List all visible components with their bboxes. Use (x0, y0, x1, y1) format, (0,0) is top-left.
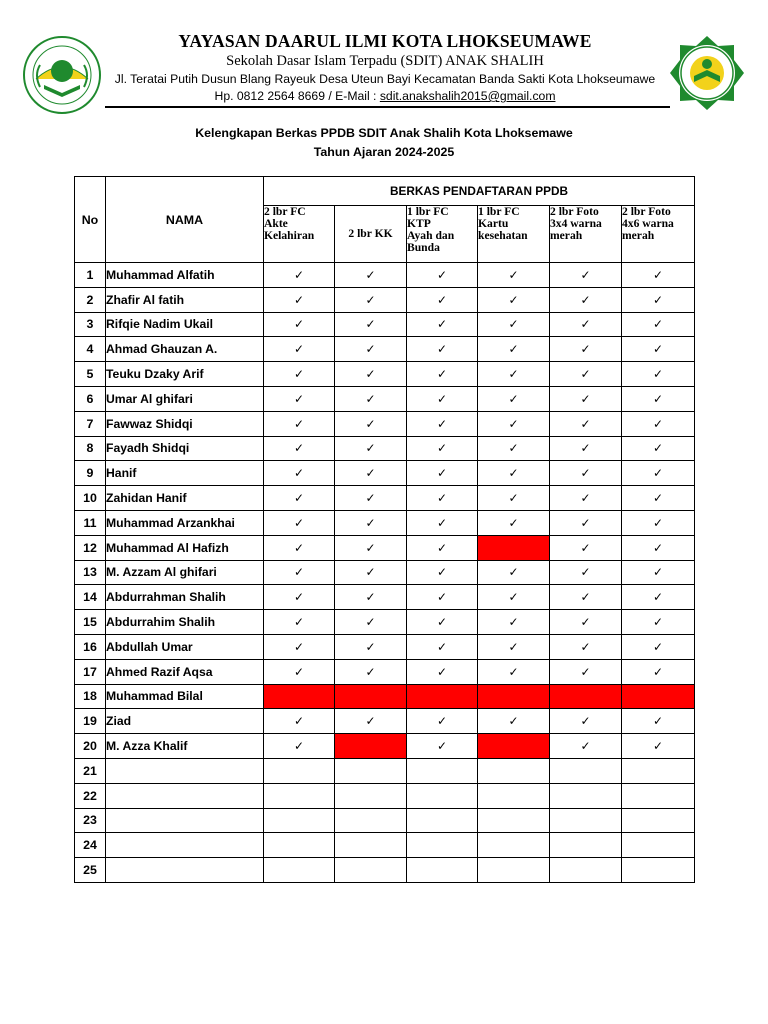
table-row (75, 585, 695, 610)
check-icon: ✓ (550, 486, 622, 511)
letterhead-divider (105, 106, 670, 108)
empty-cell (622, 783, 695, 808)
empty-cell (622, 808, 695, 833)
table-row (75, 287, 695, 312)
empty-cell (407, 808, 478, 833)
check-icon: ✓ (407, 560, 478, 585)
check-icon: ✓ (407, 287, 478, 312)
check-icon: ✓ (550, 734, 622, 759)
row-number: 9 (75, 461, 106, 486)
check-icon: ✓ (264, 287, 335, 312)
row-number: 13 (75, 560, 106, 585)
check-icon: ✓ (478, 486, 550, 511)
table-row (75, 461, 695, 486)
check-icon: ✓ (478, 287, 550, 312)
header-berkas-group: BERKAS PENDAFTARAN PPDB (264, 177, 695, 206)
student-name: Zahidan Hanif (106, 486, 264, 511)
check-icon: ✓ (622, 461, 695, 486)
empty-cell (264, 833, 335, 858)
row-number: 4 (75, 337, 106, 362)
empty-cell (550, 758, 622, 783)
missing-document-cell (264, 684, 335, 709)
check-icon: ✓ (335, 287, 407, 312)
empty-cell (335, 833, 407, 858)
check-icon: ✓ (478, 659, 550, 684)
check-icon: ✓ (478, 312, 550, 337)
table-row (75, 436, 695, 461)
empty-cell (335, 758, 407, 783)
check-icon: ✓ (407, 585, 478, 610)
student-name: Ahmad Ghauzan A. (106, 337, 264, 362)
empty-cell (622, 858, 695, 883)
check-icon: ✓ (622, 362, 695, 387)
row-number: 5 (75, 362, 106, 387)
check-icon: ✓ (264, 411, 335, 436)
check-icon: ✓ (264, 610, 335, 635)
header-doc-foto-4x6: 2 lbr Foto 4x6 warna merah (622, 206, 695, 263)
header-no: No (75, 177, 106, 263)
check-icon: ✓ (622, 709, 695, 734)
table-row (75, 560, 695, 585)
check-icon: ✓ (550, 386, 622, 411)
check-icon: ✓ (407, 362, 478, 387)
row-number: 7 (75, 411, 106, 436)
check-icon: ✓ (622, 486, 695, 511)
table-row (75, 486, 695, 511)
missing-document-cell (478, 734, 550, 759)
check-icon: ✓ (335, 312, 407, 337)
table-row (75, 659, 695, 684)
empty-cell (264, 783, 335, 808)
check-icon: ✓ (335, 535, 407, 560)
empty-cell (264, 858, 335, 883)
letterhead (100, 30, 670, 105)
row-number: 3 (75, 312, 106, 337)
check-icon: ✓ (264, 659, 335, 684)
row-number: 24 (75, 833, 106, 858)
header-nama: NAMA (106, 177, 264, 263)
row-number: 6 (75, 386, 106, 411)
check-icon: ✓ (335, 263, 407, 288)
table-row (75, 709, 695, 734)
table-row (75, 312, 695, 337)
student-name: Abdullah Umar (106, 634, 264, 659)
check-icon: ✓ (550, 436, 622, 461)
row-number: 21 (75, 758, 106, 783)
check-icon: ✓ (407, 386, 478, 411)
check-icon: ✓ (550, 610, 622, 635)
empty-cell (550, 808, 622, 833)
table-row (75, 337, 695, 362)
student-name: M. Azza Khalif (106, 734, 264, 759)
empty-cell (622, 758, 695, 783)
check-icon: ✓ (478, 634, 550, 659)
check-icon: ✓ (407, 610, 478, 635)
empty-cell (478, 783, 550, 808)
empty-cell (335, 808, 407, 833)
student-name (106, 858, 264, 883)
student-name: Muhammad Arzankhai (106, 510, 264, 535)
student-name (106, 833, 264, 858)
student-name: Ziad (106, 709, 264, 734)
row-number: 14 (75, 585, 106, 610)
student-name: Fayadh Shidqi (106, 436, 264, 461)
row-number: 20 (75, 734, 106, 759)
check-icon: ✓ (335, 560, 407, 585)
document-title-line2: Tahun Ajaran 2024-2025 (313, 145, 455, 159)
table-row (75, 263, 695, 288)
row-number: 19 (75, 709, 106, 734)
table-body (75, 263, 695, 883)
check-icon: ✓ (550, 337, 622, 362)
missing-document-cell (622, 684, 695, 709)
check-icon: ✓ (550, 560, 622, 585)
check-icon: ✓ (622, 337, 695, 362)
school-logo (668, 34, 746, 112)
check-icon: ✓ (335, 411, 407, 436)
check-icon: ✓ (550, 709, 622, 734)
row-number: 16 (75, 634, 106, 659)
student-name: M. Azzam Al ghifari (106, 560, 264, 585)
check-icon: ✓ (335, 386, 407, 411)
empty-cell (264, 808, 335, 833)
row-number: 22 (75, 783, 106, 808)
table-row (75, 684, 695, 709)
check-icon: ✓ (550, 362, 622, 387)
missing-document-cell (407, 684, 478, 709)
table-row (75, 783, 695, 808)
header-doc-foto-3x4: 2 lbr Foto 3x4 warna merah (550, 206, 622, 263)
check-icon: ✓ (407, 486, 478, 511)
student-name: Muhammad Bilal (106, 684, 264, 709)
check-icon: ✓ (407, 634, 478, 659)
table-row (75, 411, 695, 436)
empty-cell (622, 833, 695, 858)
student-name: Abdurrahim Shalih (106, 610, 264, 635)
organization-name: YAYASAN DAARUL ILMI KOTA LHOKSEUMAWE (178, 31, 592, 51)
check-icon: ✓ (622, 634, 695, 659)
student-name: Hanif (106, 461, 264, 486)
empty-cell (550, 783, 622, 808)
student-name: Zhafir Al fatih (106, 287, 264, 312)
check-icon: ✓ (335, 486, 407, 511)
check-icon: ✓ (478, 461, 550, 486)
check-icon: ✓ (478, 560, 550, 585)
check-icon: ✓ (550, 263, 622, 288)
check-icon: ✓ (335, 337, 407, 362)
table-row (75, 734, 695, 759)
check-icon: ✓ (622, 585, 695, 610)
check-icon: ✓ (264, 486, 335, 511)
check-icon: ✓ (264, 709, 335, 734)
check-icon: ✓ (622, 510, 695, 535)
yayasan-logo (22, 35, 102, 115)
student-name: Fawwaz Shidqi (106, 411, 264, 436)
check-icon: ✓ (407, 312, 478, 337)
empty-cell (478, 858, 550, 883)
check-icon: ✓ (478, 610, 550, 635)
check-icon: ✓ (622, 312, 695, 337)
check-icon: ✓ (550, 510, 622, 535)
check-icon: ✓ (407, 461, 478, 486)
check-icon: ✓ (264, 337, 335, 362)
check-icon: ✓ (478, 337, 550, 362)
empty-cell (264, 758, 335, 783)
empty-cell (407, 858, 478, 883)
empty-cell (335, 783, 407, 808)
check-icon: ✓ (478, 362, 550, 387)
row-number: 2 (75, 287, 106, 312)
check-icon: ✓ (550, 659, 622, 684)
student-name (106, 758, 264, 783)
check-icon: ✓ (550, 312, 622, 337)
table-row (75, 362, 695, 387)
table-row (75, 510, 695, 535)
check-icon: ✓ (335, 362, 407, 387)
document-title (0, 124, 768, 162)
check-icon: ✓ (622, 535, 695, 560)
check-icon: ✓ (550, 535, 622, 560)
check-icon: ✓ (407, 734, 478, 759)
check-icon: ✓ (622, 659, 695, 684)
check-icon: ✓ (407, 535, 478, 560)
row-number: 11 (75, 510, 106, 535)
check-icon: ✓ (478, 386, 550, 411)
check-icon: ✓ (478, 510, 550, 535)
missing-document-cell (478, 535, 550, 560)
row-number: 18 (75, 684, 106, 709)
check-icon: ✓ (407, 411, 478, 436)
missing-document-cell (550, 684, 622, 709)
check-icon: ✓ (622, 560, 695, 585)
contact-email[interactable]: sdit.anakshalih2015@gmail.com (379, 89, 556, 103)
check-icon: ✓ (407, 263, 478, 288)
empty-cell (550, 833, 622, 858)
check-icon: ✓ (264, 362, 335, 387)
missing-document-cell (335, 684, 407, 709)
check-icon: ✓ (478, 436, 550, 461)
row-number: 15 (75, 610, 106, 635)
check-icon: ✓ (335, 634, 407, 659)
row-number: 10 (75, 486, 106, 511)
check-icon: ✓ (478, 411, 550, 436)
check-icon: ✓ (264, 263, 335, 288)
header-doc-akte: 2 lbr FC Akte Kelahiran (264, 206, 335, 263)
empty-cell (407, 758, 478, 783)
empty-cell (478, 758, 550, 783)
header-doc-kk: 2 lbr KK (335, 206, 407, 263)
check-icon: ✓ (407, 510, 478, 535)
header-doc-ktp: 1 lbr FC KTP Ayah dan Bunda (407, 206, 478, 263)
check-icon: ✓ (622, 386, 695, 411)
check-icon: ✓ (264, 535, 335, 560)
check-icon: ✓ (622, 263, 695, 288)
empty-cell (478, 833, 550, 858)
table-row (75, 758, 695, 783)
row-number: 17 (75, 659, 106, 684)
table-row (75, 858, 695, 883)
check-icon: ✓ (478, 709, 550, 734)
row-number: 23 (75, 808, 106, 833)
school-address: Jl. Teratai Putih Dusun Blang Rayeuk Desa Uteun Bayi Kecamatan Banda Sakti Kota Lhokseumawe (114, 72, 656, 86)
table-row (75, 610, 695, 635)
missing-document-cell (478, 684, 550, 709)
check-icon: ✓ (622, 436, 695, 461)
check-icon: ✓ (478, 263, 550, 288)
row-number: 8 (75, 436, 106, 461)
table-row (75, 808, 695, 833)
check-icon: ✓ (550, 461, 622, 486)
check-icon: ✓ (264, 585, 335, 610)
document-title-line1: Kelengkapan Berkas PPDB SDIT Anak Shalih Kota Lhoksemawe (195, 126, 573, 140)
student-name (106, 783, 264, 808)
check-icon: ✓ (264, 734, 335, 759)
student-name: Rifqie Nadim Ukail (106, 312, 264, 337)
empty-cell (550, 858, 622, 883)
check-icon: ✓ (407, 337, 478, 362)
table-row (75, 535, 695, 560)
check-icon: ✓ (264, 510, 335, 535)
check-icon: ✓ (622, 411, 695, 436)
student-name: Abdurrahman Shalih (106, 585, 264, 610)
row-number: 1 (75, 263, 106, 288)
check-icon: ✓ (622, 610, 695, 635)
check-icon: ✓ (622, 734, 695, 759)
table-row (75, 386, 695, 411)
empty-cell (407, 833, 478, 858)
check-icon: ✓ (335, 436, 407, 461)
check-icon: ✓ (264, 312, 335, 337)
check-icon: ✓ (264, 560, 335, 585)
student-name: Ahmed Razif Aqsa (106, 659, 264, 684)
check-icon: ✓ (335, 659, 407, 684)
student-name: Muhammad Alfatih (106, 263, 264, 288)
contact-phone: Hp. 0812 2564 8669 / E-Mail : (214, 89, 380, 103)
school-name: Sekolah Dasar Islam Terpadu (SDIT) ANAK SHALIH (226, 53, 544, 69)
check-icon: ✓ (335, 461, 407, 486)
school-contact (100, 88, 670, 105)
table-row (75, 634, 695, 659)
row-number: 25 (75, 858, 106, 883)
check-icon: ✓ (407, 659, 478, 684)
check-icon: ✓ (550, 634, 622, 659)
check-icon: ✓ (407, 436, 478, 461)
check-icon: ✓ (550, 585, 622, 610)
check-icon: ✓ (550, 411, 622, 436)
student-name (106, 808, 264, 833)
check-icon: ✓ (264, 436, 335, 461)
header-doc-kartu-kesehatan: 1 lbr FC Kartu kesehatan (478, 206, 550, 263)
student-name: Muhammad Al Hafizh (106, 535, 264, 560)
empty-cell (335, 858, 407, 883)
table-row (75, 833, 695, 858)
check-icon: ✓ (335, 610, 407, 635)
check-icon: ✓ (622, 287, 695, 312)
registration-checklist-table (74, 176, 695, 883)
empty-cell (407, 783, 478, 808)
check-icon: ✓ (335, 709, 407, 734)
check-icon: ✓ (550, 287, 622, 312)
check-icon: ✓ (478, 585, 550, 610)
student-name: Umar Al ghifari (106, 386, 264, 411)
row-number: 12 (75, 535, 106, 560)
check-icon: ✓ (264, 386, 335, 411)
check-icon: ✓ (264, 634, 335, 659)
check-icon: ✓ (335, 510, 407, 535)
empty-cell (478, 808, 550, 833)
missing-document-cell (335, 734, 407, 759)
check-icon: ✓ (264, 461, 335, 486)
check-icon: ✓ (407, 709, 478, 734)
student-name: Teuku Dzaky Arif (106, 362, 264, 387)
check-icon: ✓ (335, 585, 407, 610)
